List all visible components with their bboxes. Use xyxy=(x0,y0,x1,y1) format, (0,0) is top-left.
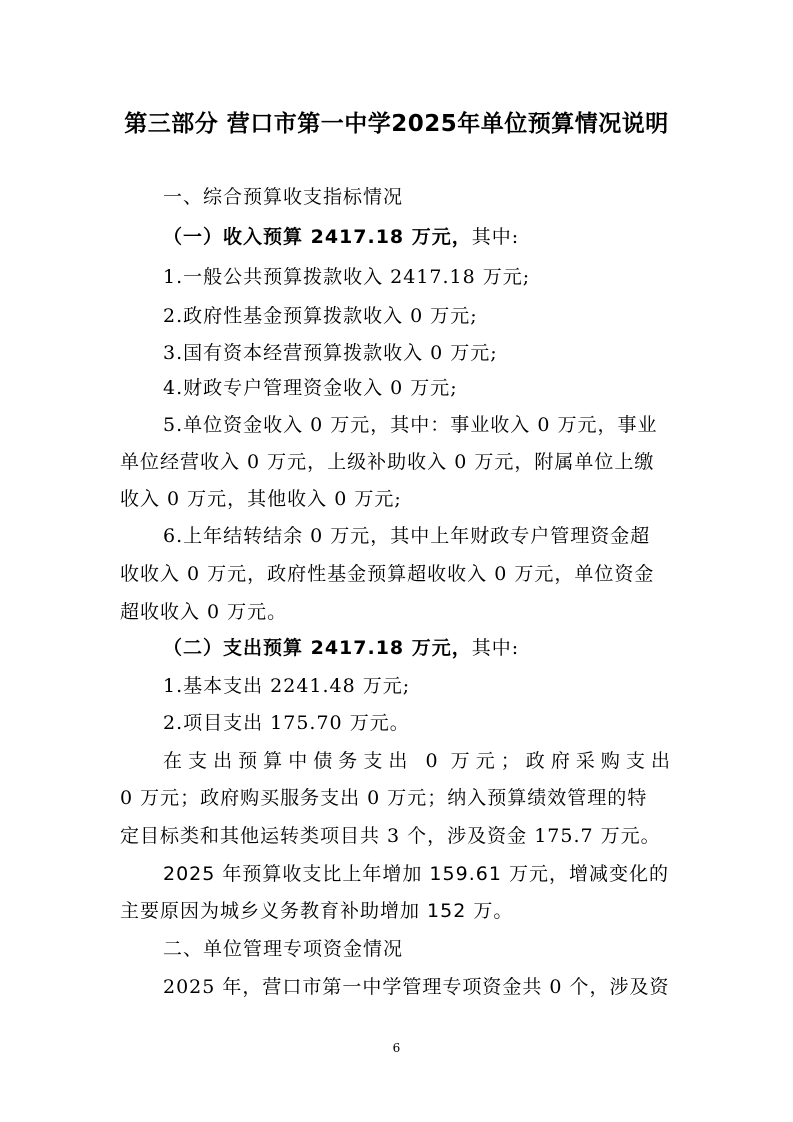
income-item-5-line-1: 5.单位资金收入 0 万元，其中：事业收入 0 万元，事业 xyxy=(163,414,658,436)
expense-heading-rest: 其中: xyxy=(471,637,520,659)
expense-detail-line-3: 定目标类和其他运转类项目共 3 个，涉及资金 175.7 万元。 xyxy=(120,825,661,847)
change-line-1: 2025 年预算收支比上年增加 159.61 万元，增减变化的 xyxy=(163,863,669,885)
expense-heading-bold: （二）支出预算 2417.18 万元， xyxy=(163,637,472,659)
page-number: 6 xyxy=(392,1041,401,1055)
section1-heading: 一、综合预算收支指标情况 xyxy=(163,186,404,208)
expense-item-2: 2.项目支出 175.70 万元。 xyxy=(163,712,410,734)
income-item-6-line-3: 超收收入 0 万元。 xyxy=(120,601,288,623)
income-item-5-line-3: 收入 0 万元，其他收入 0 万元; xyxy=(120,488,402,510)
income-heading-bold: （一）收入预算 2417.18 万元， xyxy=(163,226,472,248)
income-item-4: 4.财政专户管理资金收入 0 万元; xyxy=(163,377,458,399)
income-item-1: 1.一般公共预算拨款收入 2417.18 万元; xyxy=(163,266,531,288)
change-line-2: 主要原因为城乡义务教育补助增加 152 万。 xyxy=(120,900,514,922)
section2-text: 2025 年，营口市第一中学管理专项资金共 0 个，涉及资 xyxy=(163,976,670,998)
expense-heading xyxy=(163,633,519,660)
income-heading-rest: 其中: xyxy=(471,226,520,248)
income-item-6-line-1: 6.上年结转结余 0 万元，其中上年财政专户管理资金超 xyxy=(163,525,651,547)
section2-heading: 二、单位管理专项资金情况 xyxy=(163,938,404,960)
income-item-3: 3.国有资本经营预算拨款收入 0 万元; xyxy=(163,342,498,364)
income-heading xyxy=(163,222,519,249)
income-item-5-line-2: 单位经营收入 0 万元，上级补助收入 0 万元，附属单位上缴 xyxy=(120,451,655,473)
expense-detail-line-2: 0 万元；政府购买服务支出 0 万元；纳入预算绩效管理的特 xyxy=(120,787,648,809)
expense-detail-line-1: 在支出预算中债务支出 0 万元；政府采购支出 xyxy=(163,750,671,772)
income-item-2: 2.政府性基金预算拨款收入 0 万元; xyxy=(163,305,478,327)
income-item-6-line-2: 收收入 0 万元，政府性基金预算超收收入 0 万元，单位资金 xyxy=(120,563,655,585)
page-title: 第三部分 营口市第一中学2025年单位预算情况说明 xyxy=(124,111,669,137)
expense-item-1: 1.基本支出 2241.48 万元; xyxy=(163,675,411,697)
